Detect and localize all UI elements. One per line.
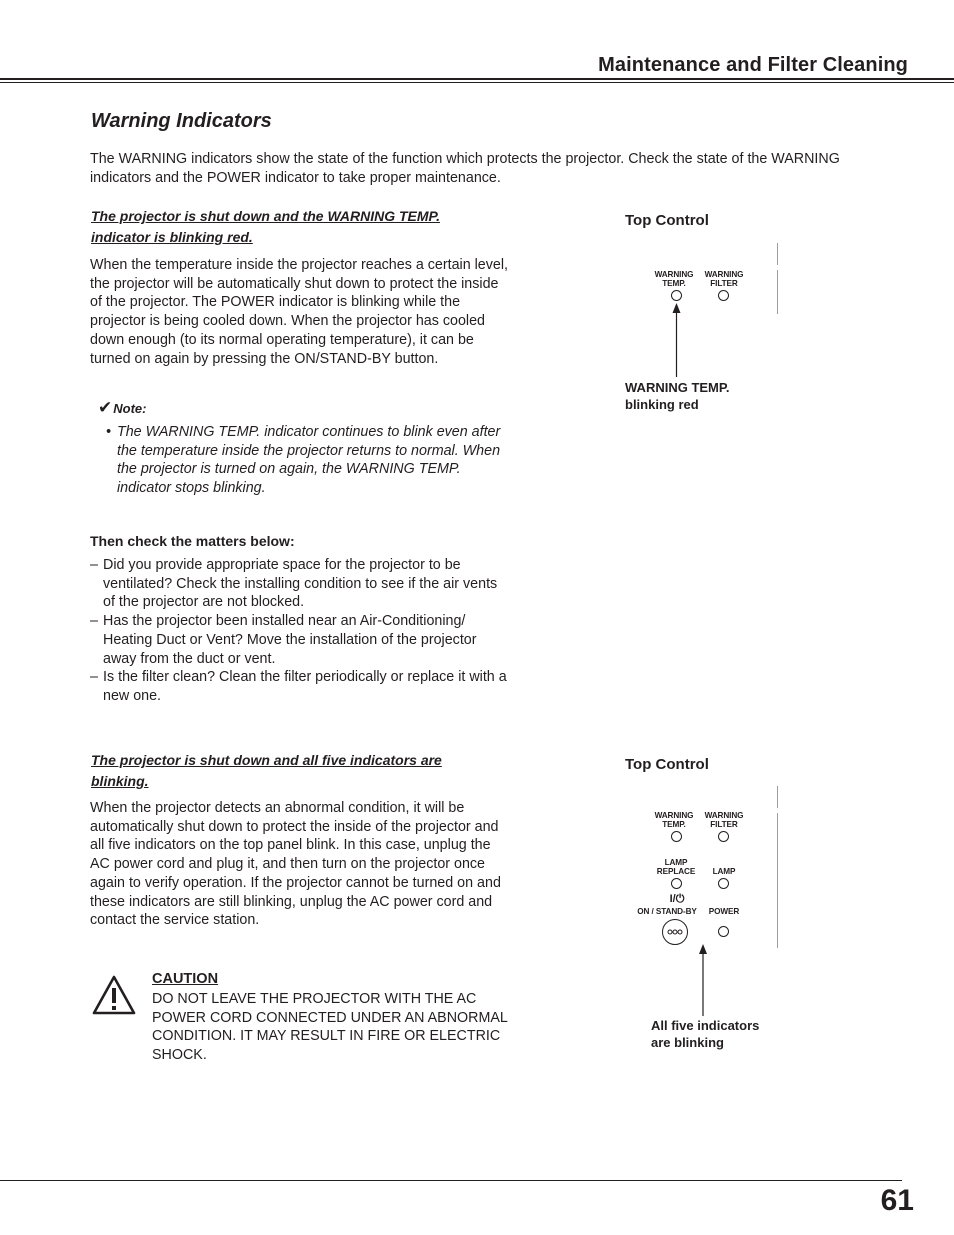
list-item: – Did you provide appropriate space for the projector to be ventilated? Check the installing condition to see if the air vents of the projector are not blocked. <box>90 557 498 611</box>
figure1-title: Top Control <box>625 212 709 229</box>
bullet-icon: • <box>106 424 112 440</box>
intro-paragraph: The WARNING indicators show the state of the function which protects the projector. Check the state of the WARNING indicators and the POWER indicator to take proper maintenance. <box>90 151 840 186</box>
header-rule <box>0 78 954 80</box>
arrow-up-icon <box>668 303 688 377</box>
power-label: POWER <box>708 907 740 916</box>
figure2-title: Top Control <box>625 756 709 773</box>
warning-filter-indicator <box>718 290 729 301</box>
warning-filter-label: WARNING FILTER <box>704 270 744 288</box>
checkmark-icon: ✔ <box>98 398 113 417</box>
case2-heading: The projector is shut down and all five indicators are blinking. <box>91 752 442 789</box>
header-rule-thin <box>0 82 954 83</box>
warning-triangle-icon <box>91 974 137 1016</box>
figure1-panel-edge <box>777 243 778 265</box>
figure2-panel-edge <box>777 813 778 948</box>
warning-temp-label: WARNING TEMP. <box>654 270 694 288</box>
note-label <box>98 398 146 418</box>
figure1-panel-edge <box>777 270 778 314</box>
chapter-title: Maintenance and Filter Cleaning <box>598 54 908 76</box>
note-text <box>106 423 516 498</box>
figure2-panel-edge <box>777 786 778 808</box>
lamp-replace-label: LAMP REPLACE <box>656 858 696 876</box>
note-label-text: Note: <box>113 401 147 416</box>
power-symbol-icon: I/⏻ <box>669 893 685 905</box>
check-heading: Then check the matters below: <box>90 533 295 549</box>
lamp-replace-indicator <box>671 878 682 889</box>
list-item-text: Did you provide appropriate space for the projector to be ventilated? Check the installing condition to see if the air vents of the projector are not blocked. <box>103 557 498 611</box>
case1-body: When the temperature inside the projector reaches a certain level, the projector will be automatically shut down to protect the inside of the projector. The POWER indicator is blinking while the projector is being cooled down. When the projector has cooled down enough (to its normal operating temperature), it can be turned on again by pressing the ON/STAND-BY button. <box>90 257 509 367</box>
footer-rule <box>0 1180 902 1181</box>
list-item-text: Is the filter clean? Clean the filter periodically or replace it with a new one. <box>103 669 507 704</box>
on-standby-label: ON / STAND-BY <box>637 907 697 916</box>
warning-temp-indicator <box>671 290 682 301</box>
arrow-up-icon <box>694 944 714 1016</box>
section-title: Warning Indicators <box>91 110 272 132</box>
note-body: The WARNING TEMP. indicator continues to blink even after the temperature inside the projector returns to normal. When the projector is turned on again, the WARNING TEMP. indicator stops blinking. <box>117 424 501 497</box>
figure1-caption: WARNING TEMP. blinking red <box>625 380 730 412</box>
button-dots-icon <box>663 920 687 944</box>
warning-filter-label: WARNING FILTER <box>704 811 744 829</box>
case2-body: When the projector detects an abnormal condition, it will be automatically shut down to protect the inside of the projector and all five indicators on the top panel blink. In this case, unplug the AC power cord and plug it, and then turn on the projector once again to verify operation. If the projector cannot be turned on and these indicators are still blinking, unplug the AC power cord and contact the service station. <box>90 800 501 929</box>
list-item: – Has the projector been installed near an Air-Conditioning/ Heating Duct or Vent? Move the installation of the projector away from the duct or vent. <box>90 613 477 667</box>
caution-label: CAUTION <box>152 971 219 987</box>
warning-filter-indicator <box>718 831 729 842</box>
on-standby-button <box>662 919 688 945</box>
list-item: – Is the filter clean? Clean the filter periodically or replace it with a new one. <box>90 669 507 704</box>
power-indicator <box>718 926 729 937</box>
warning-temp-label: WARNING TEMP. <box>654 811 694 829</box>
figure2-caption: All five indicators are blinking <box>651 1018 760 1050</box>
lamp-label: LAMP <box>712 867 736 876</box>
check-list <box>90 556 510 706</box>
lamp-indicator <box>718 878 729 889</box>
caution-text: DO NOT LEAVE THE PROJECTOR WITH THE AC POWER CORD CONNECTED UNDER AN ABNORMAL CONDITION. IT MAY RESULT IN FIRE OR ELECTRIC SHOCK. <box>152 991 508 1064</box>
case1-heading: The projector is shut down and the WARNING TEMP. indicator is blinking red. <box>91 208 440 245</box>
page-number: 61 <box>880 1184 914 1217</box>
warning-temp-indicator <box>671 831 682 842</box>
list-item-text: Has the projector been installed near an Air-Conditioning/ Heating Duct or Vent? Move the installation of the projector away from the duct or vent. <box>103 613 477 667</box>
